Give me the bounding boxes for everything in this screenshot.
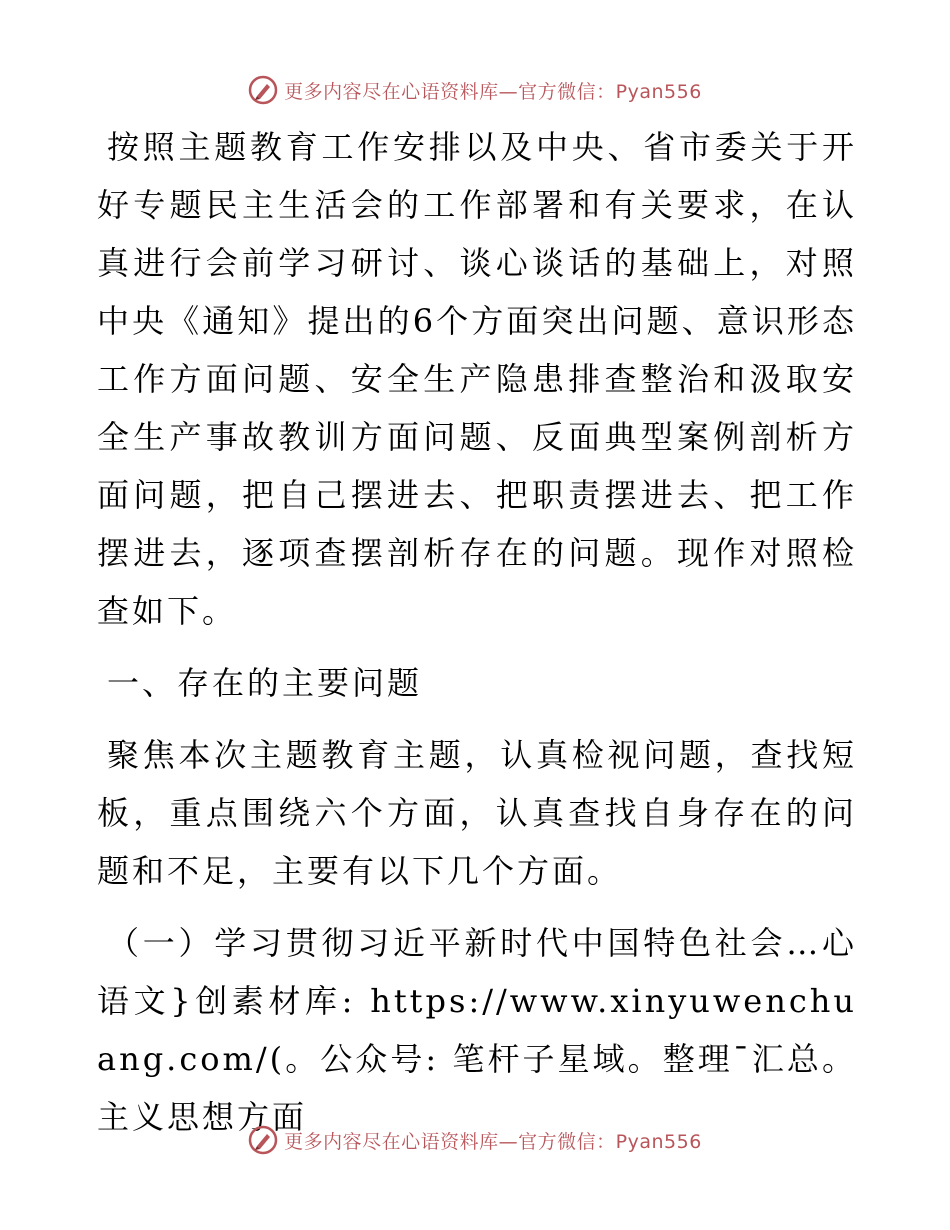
header-watermark-text: 更多内容尽在心语资料库—官方微信：Pyan556 [284, 80, 702, 103]
document-body [97, 118, 857, 1146]
pen-logo-icon [248, 1125, 278, 1155]
pen-logo-icon [248, 75, 278, 105]
footer-watermark-text: 更多内容尽在心语资料库—官方微信：Pyan556 [284, 1130, 702, 1153]
section-heading: 一、存在的主要问题 [107, 664, 423, 702]
section-paragraph: 聚焦本次主题教育主题，认真检视问题，查找短板，重点围绕六个方面，认真查找自身存在的问题和不足，主要有以下几个方面。 [97, 736, 857, 890]
subsection-heading: （一）学习贯彻习近平新时代中国特色社会…心语文}创素材库: https://www.xinyuwenchuang.com/(。公众号: 笔杆子星域。整理¯汇总。主义思想方面 [97, 924, 857, 1136]
intro-paragraph: 按照主题教育工作安排以及中央、省市委关于开好专题民主生活会的工作部署和有关要求，在认真进行会前学习研讨、谈心谈话的基础上，对照中央《通知》提出的6个方面突出问题、意识形态工作方面问题、安全生产隐患排查整治和汲取安全生产事故教训方面问题、反面典型案例剖析方面问题，把自己摆进去、把职责摆进去、把工作摆进去，逐项查摆剖析存在的问题。现作对照检查如下。 [97, 128, 857, 630]
header-watermark-banner [0, 70, 950, 110]
footer-watermark-banner [0, 1120, 950, 1160]
